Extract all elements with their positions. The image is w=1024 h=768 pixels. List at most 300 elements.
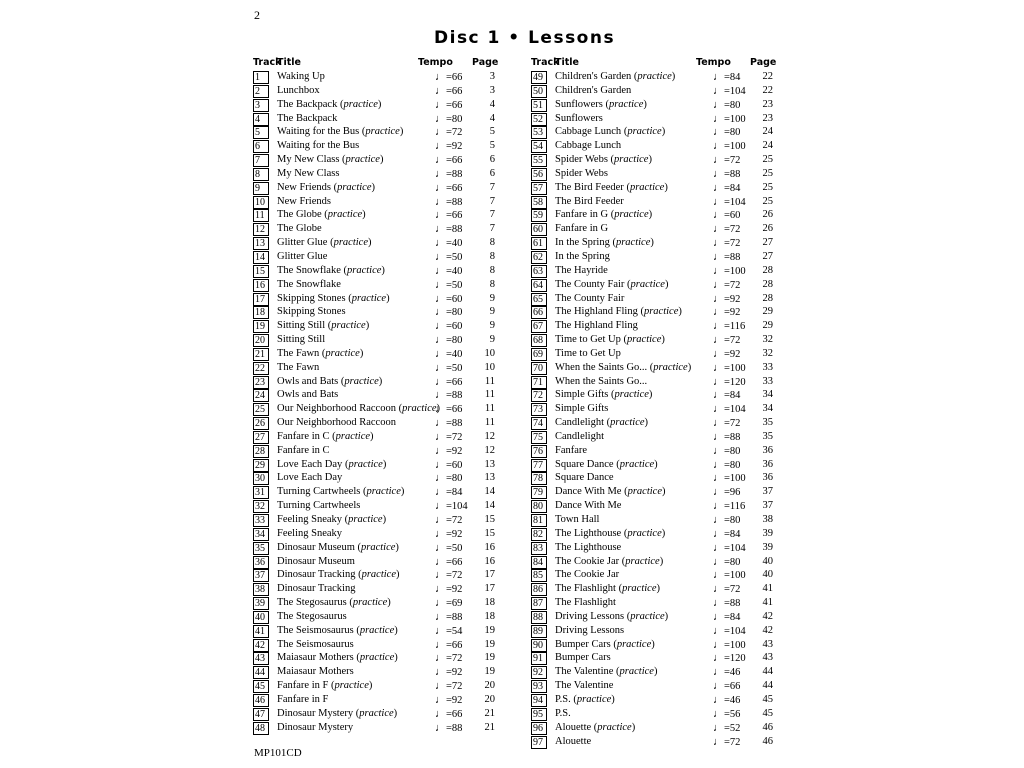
track-number: 72 <box>531 389 547 402</box>
track-tempo: ♩ =50 <box>435 362 462 374</box>
track-number: 21 <box>253 348 269 361</box>
track-page: 6 <box>489 167 495 179</box>
track-row <box>531 84 799 98</box>
track-title-text: When the Saints Go... <box>555 361 648 373</box>
track-number: 89 <box>531 625 547 638</box>
practice-label: practice <box>348 514 383 525</box>
track-number: 14 <box>253 251 269 264</box>
track-title-text: Waiting for the Bus <box>277 140 360 152</box>
track-page: 13 <box>484 472 495 484</box>
track-row <box>253 471 521 485</box>
track-number: 19 <box>253 320 269 333</box>
track-title-text: The Highland Fling <box>555 320 638 332</box>
track-title-text: The Cookie Jar <box>555 555 620 567</box>
track-number: 73 <box>531 403 547 416</box>
track-title-text: New Friends <box>277 181 331 193</box>
track-page: 27 <box>762 237 773 249</box>
track-row <box>253 638 521 652</box>
track-number: 59 <box>531 209 547 222</box>
track-row <box>253 388 521 402</box>
track-title-text: Time to Get Up <box>555 334 621 346</box>
track-title <box>277 666 354 677</box>
track-number: 29 <box>253 459 269 472</box>
track-title-text: Bumper Cars <box>555 638 611 650</box>
track-tempo: ♩ =92 <box>435 140 462 152</box>
track-number: 49 <box>531 71 547 84</box>
track-number: 52 <box>531 113 547 126</box>
track-number: 64 <box>531 279 547 292</box>
practice-label: practice <box>622 583 657 595</box>
track-title: Dinosaur Tracking (practice) <box>277 569 400 581</box>
track-row <box>253 236 521 250</box>
track-page: 25 <box>762 181 773 193</box>
track-number: 3 <box>253 99 269 112</box>
track-page: 22 <box>762 84 773 96</box>
track-tempo: ♩ =66 <box>435 556 462 568</box>
track-title: Simple Gifts (practice) <box>555 389 653 401</box>
track-title-text: The Fawn <box>277 347 320 359</box>
track-number: 31 <box>253 486 269 499</box>
track-number: 76 <box>531 445 547 458</box>
track-number: 4 <box>253 113 269 126</box>
track-page: 42 <box>762 624 773 636</box>
track-number: 34 <box>253 528 269 541</box>
track-row <box>531 361 799 375</box>
track-number: 38 <box>253 583 269 596</box>
track-title-text: Glitter Glue <box>277 237 328 249</box>
track-row <box>531 139 799 153</box>
track-page: 35 <box>762 417 773 429</box>
practice-label: practice <box>597 721 632 733</box>
track-tempo: ♩ =72 <box>713 237 740 249</box>
track-title: Waiting for the Bus (practice) <box>277 126 404 138</box>
track-tempo: ♩ =88 <box>435 722 462 734</box>
track-title-text: Glitter Glue <box>277 250 328 262</box>
track-number: 1 <box>253 71 269 84</box>
track-row <box>531 333 799 347</box>
track-row <box>531 485 799 499</box>
track-page: 19 <box>484 666 495 678</box>
track-tempo: ♩ =66 <box>435 708 462 720</box>
track-number: 43 <box>253 652 269 665</box>
track-number: 27 <box>253 431 269 444</box>
practice-label: practice <box>630 610 665 622</box>
track-number: 92 <box>531 666 547 679</box>
track-title-text: Alouette <box>555 735 592 747</box>
track-tempo: ♩ =104 <box>713 542 746 554</box>
practice-label: practice <box>627 126 662 138</box>
track-page: 15 <box>484 514 495 525</box>
track-number: 90 <box>531 639 547 652</box>
track-page: 9 <box>489 334 495 346</box>
practice-label: practice <box>345 154 380 166</box>
track-title-text: Sunflowers <box>555 98 603 110</box>
track-tempo: ♩ =72 <box>435 126 462 138</box>
track-tempo: ♩ =88 <box>713 597 740 609</box>
practice-label: practice <box>619 458 655 470</box>
practice-label: practice <box>402 403 437 415</box>
track-row <box>253 167 521 181</box>
practice-label: practice <box>629 181 665 193</box>
track-title: The Cookie Jar (practice) <box>555 555 664 567</box>
track-number: 36 <box>253 556 269 569</box>
track-title <box>555 500 621 511</box>
track-title <box>277 223 322 234</box>
track-number: 97 <box>531 736 547 749</box>
track-number: 33 <box>253 514 269 527</box>
track-row <box>531 679 799 693</box>
track-row <box>253 278 521 292</box>
track-tempo: ♩ =88 <box>435 417 462 429</box>
track-title <box>555 514 599 525</box>
practice-label: practice <box>359 624 395 636</box>
track-number: 51 <box>531 99 547 112</box>
track-title-text: Turning Cartwheels <box>277 500 361 512</box>
track-page: 9 <box>489 306 495 318</box>
track-title <box>555 625 624 636</box>
track-title-text: The Fawn <box>277 361 320 373</box>
track-number: 46 <box>253 694 269 707</box>
column-header <box>531 57 799 70</box>
track-title: Dinosaur Museum (practice) <box>277 541 399 553</box>
track-page: 17 <box>484 583 495 595</box>
track-row <box>253 375 521 389</box>
track-title: The Backpack (practice) <box>277 98 382 110</box>
track-row <box>531 292 799 306</box>
track-row <box>253 222 521 236</box>
track-title: The Lighthouse (practice) <box>555 527 666 539</box>
track-row <box>531 98 799 112</box>
track-page: 10 <box>484 347 495 359</box>
track-tempo: ♩ =72 <box>713 154 740 166</box>
track-row <box>531 555 799 569</box>
track-title <box>555 251 610 262</box>
track-title-text: The Valentine <box>555 666 614 678</box>
practice-label: practice <box>325 347 360 359</box>
track-row <box>531 624 799 638</box>
track-number: 15 <box>253 265 269 278</box>
header-track: Track <box>253 57 282 68</box>
track-number: 18 <box>253 306 269 319</box>
track-row <box>531 458 799 472</box>
track-number: 16 <box>253 279 269 292</box>
track-tempo: ♩ =52 <box>713 722 740 734</box>
track-tempo: ♩ =60 <box>713 209 740 221</box>
track-number: 86 <box>531 583 547 596</box>
track-title: Cabbage Lunch (practice) <box>555 126 666 138</box>
track-row <box>253 264 521 278</box>
track-tempo: ♩ =116 <box>713 500 745 512</box>
track-tempo: ♩ =80 <box>435 334 462 346</box>
track-row <box>531 651 799 665</box>
track-tempo: ♩ =72 <box>713 223 740 235</box>
track-title-text: Feeling Sneaky <box>277 514 343 525</box>
track-column-right <box>531 57 799 748</box>
track-title: The County Fair (practice) <box>555 278 669 290</box>
track-title-text: Simple Gifts <box>555 389 609 401</box>
track-row <box>253 665 521 679</box>
practice-label: practice <box>643 306 679 318</box>
track-row <box>253 416 521 430</box>
track-tempo: ♩ =40 <box>435 348 462 360</box>
track-page: 45 <box>762 707 773 719</box>
track-tempo: ♩ =92 <box>435 694 462 706</box>
track-tempo: ♩ =40 <box>435 237 462 249</box>
track-title-text: The Flashlight <box>555 597 616 609</box>
track-number: 96 <box>531 722 547 735</box>
track-title <box>555 736 591 747</box>
track-title-text: Dinosaur Tracking <box>277 569 356 581</box>
track-page: 26 <box>762 209 773 221</box>
track-title: Turning Cartwheels (practice) <box>277 486 405 498</box>
track-title <box>555 680 613 691</box>
track-title <box>277 251 327 262</box>
track-title: When the Saints Go... (practice) <box>555 361 692 373</box>
track-page: 27 <box>762 250 773 262</box>
track-page: 23 <box>762 112 773 124</box>
track-tempo: ♩ =96 <box>713 486 740 498</box>
track-number: 2 <box>253 85 269 98</box>
track-number: 28 <box>253 445 269 458</box>
track-title-text: Fanfare in F <box>277 680 329 692</box>
track-page: 37 <box>762 486 773 498</box>
track-page: 7 <box>489 209 495 221</box>
track-title-text: The Lighthouse <box>555 541 622 553</box>
track-tempo: ♩ =66 <box>435 85 462 97</box>
track-number: 20 <box>253 334 269 347</box>
track-title-text: The County Fair <box>555 292 625 304</box>
track-row <box>253 458 521 472</box>
track-page: 21 <box>484 721 495 733</box>
track-row <box>531 721 799 735</box>
practice-label: practice <box>359 707 394 719</box>
track-page: 45 <box>762 693 773 705</box>
practice-label: practice <box>337 181 372 193</box>
track-page: 36 <box>762 444 773 456</box>
track-number: 67 <box>531 320 547 333</box>
track-title <box>277 639 354 650</box>
catalog-code: MP101CD <box>254 747 302 759</box>
track-page: 38 <box>762 514 773 525</box>
track-tempo: ♩ =46 <box>713 694 740 706</box>
track-title <box>555 196 624 207</box>
track-number: 68 <box>531 334 547 347</box>
track-number: 53 <box>531 126 547 139</box>
track-number: 83 <box>531 542 547 555</box>
practice-label: practice <box>576 693 612 705</box>
track-page: 33 <box>762 375 773 387</box>
track-title <box>277 362 319 373</box>
track-tempo: ♩ =84 <box>713 611 740 623</box>
track-page: 32 <box>762 347 773 359</box>
track-title-text: The Lighthouse <box>555 527 622 539</box>
track-tempo: ♩ =84 <box>713 528 740 540</box>
track-title <box>555 445 587 456</box>
track-title <box>277 500 360 511</box>
track-title-text: The Snowflake <box>277 278 341 290</box>
track-row <box>531 735 799 749</box>
track-page: 46 <box>762 721 773 733</box>
track-number: 10 <box>253 196 269 209</box>
track-title <box>555 293 624 304</box>
track-page: 11 <box>484 389 495 401</box>
track-page: 15 <box>484 527 495 539</box>
track-tempo: ♩ =56 <box>713 708 740 720</box>
track-tempo: ♩ =66 <box>435 182 462 194</box>
header-track: Track <box>531 57 560 68</box>
track-title: Bumper Cars (practice) <box>555 638 655 650</box>
practice-label: practice <box>614 154 649 166</box>
track-number: 44 <box>253 666 269 679</box>
track-page: 20 <box>484 693 495 705</box>
track-row <box>531 153 799 167</box>
practice-label: practice <box>352 597 388 609</box>
track-tempo: ♩ =66 <box>713 680 740 692</box>
track-tempo: ♩ =88 <box>435 611 462 623</box>
track-title <box>555 569 619 580</box>
track-tempo: ♩ =40 <box>435 265 462 277</box>
track-title-text: P.S. <box>555 707 571 719</box>
track-title-text: Fanfare in C <box>277 444 330 456</box>
track-title-text: Fanfare in G <box>555 223 609 235</box>
track-number: 84 <box>531 556 547 569</box>
track-page: 42 <box>762 610 773 622</box>
track-page: 34 <box>762 389 773 401</box>
track-page: 33 <box>762 361 773 373</box>
track-list-left <box>253 70 521 735</box>
track-title: Sitting Still (practice) <box>277 320 370 332</box>
track-row <box>531 305 799 319</box>
track-page: 24 <box>762 140 773 152</box>
track-title-text: Sunflowers <box>555 112 603 124</box>
track-number: 56 <box>531 168 547 181</box>
track-number: 48 <box>253 722 269 735</box>
track-row <box>253 721 521 735</box>
track-title-text: Fanfare in C <box>277 430 330 442</box>
track-title <box>555 376 647 387</box>
track-title-text: The Stegosaurus <box>277 610 347 622</box>
track-page: 12 <box>484 430 495 442</box>
track-title <box>277 168 339 179</box>
track-tempo: ♩ =50 <box>435 251 462 263</box>
practice-label: practice <box>637 71 672 82</box>
track-page: 8 <box>489 250 495 262</box>
track-title-text: When the Saints Go... <box>555 375 648 387</box>
track-tempo: ♩ =66 <box>435 154 462 166</box>
track-title-text: Dance With Me <box>555 486 622 498</box>
track-page: 11 <box>484 375 495 387</box>
column-header <box>253 57 521 70</box>
track-title-text: Owls and Bats <box>277 389 339 401</box>
track-number: 57 <box>531 182 547 195</box>
track-title-text: Driving Lessons <box>555 624 625 636</box>
track-title-text: Spider Webs <box>555 167 608 179</box>
track-number: 88 <box>531 611 547 624</box>
track-tempo: ♩ =88 <box>435 168 462 180</box>
track-page: 37 <box>762 500 773 512</box>
track-number: 5 <box>253 126 269 139</box>
track-title-text: Dinosaur Mystery <box>277 707 354 719</box>
track-page: 6 <box>489 154 495 166</box>
track-title-text: Bumper Cars <box>555 652 611 664</box>
track-number: 65 <box>531 293 547 306</box>
track-row <box>253 679 521 693</box>
track-title: Glitter Glue (practice) <box>277 237 372 249</box>
track-title-text: The Backpack <box>277 98 338 110</box>
track-page: 17 <box>484 569 495 581</box>
track-page: 5 <box>489 126 495 138</box>
track-tempo: ♩ =84 <box>435 486 462 498</box>
track-title <box>277 445 330 456</box>
track-page: 25 <box>762 154 773 166</box>
track-page: 40 <box>762 569 773 581</box>
track-tempo: ♩ =60 <box>435 293 462 305</box>
practice-label: practice <box>616 638 652 650</box>
header-tempo: Tempo <box>418 57 453 68</box>
track-title-text: Candlelight <box>555 417 604 429</box>
track-tempo: ♩ =100 <box>713 569 746 581</box>
track-number: 54 <box>531 140 547 153</box>
track-title: Time to Get Up (practice) <box>555 334 665 346</box>
track-title <box>555 140 621 151</box>
track-tempo: ♩ =60 <box>435 459 462 471</box>
track-number: 35 <box>253 542 269 555</box>
track-page: 29 <box>762 306 773 318</box>
practice-label: practice <box>619 666 654 678</box>
track-title <box>555 168 608 179</box>
track-number: 24 <box>253 389 269 402</box>
track-title <box>277 694 328 705</box>
practice-label: practice <box>615 237 651 249</box>
track-title: The Globe (practice) <box>277 209 366 221</box>
track-title-text: Cabbage Lunch <box>555 140 622 152</box>
track-title: Feeling Sneaky (practice) <box>277 514 387 525</box>
track-row <box>531 596 799 610</box>
practice-label: practice <box>348 458 383 470</box>
track-title <box>555 113 603 124</box>
track-page: 46 <box>762 735 773 747</box>
track-title: The Snowflake (practice) <box>277 264 385 276</box>
track-tempo: ♩ =84 <box>713 182 740 194</box>
practice-label: practice <box>327 209 363 221</box>
track-row <box>253 319 521 333</box>
track-page: 5 <box>489 140 495 152</box>
track-title-text: Driving Lessons <box>555 610 625 622</box>
track-tempo: ♩ =54 <box>435 625 462 637</box>
track-tempo: ♩ =100 <box>713 140 746 152</box>
track-number: 32 <box>253 500 269 513</box>
track-page: 28 <box>762 278 773 290</box>
track-title-text: Time to Get Up <box>555 347 621 359</box>
track-tempo: ♩ =120 <box>713 652 746 664</box>
track-number: 37 <box>253 569 269 582</box>
practice-label: practice <box>343 98 378 110</box>
page-title: Disc 1 • Lessons <box>434 28 616 48</box>
header-title: Title <box>555 57 579 68</box>
track-tempo: ♩ =80 <box>713 556 740 568</box>
track-title: Alouette (practice) <box>555 721 636 733</box>
track-tempo: ♩ =88 <box>435 196 462 208</box>
track-title <box>277 306 346 317</box>
track-row <box>531 499 799 513</box>
track-page: 4 <box>489 112 495 124</box>
track-page: 21 <box>484 707 495 719</box>
track-tempo: ♩ =80 <box>713 459 740 471</box>
track-title: Children's Garden (practice) <box>555 71 676 82</box>
track-tempo: ♩ =50 <box>435 279 462 291</box>
track-tempo: ♩ =84 <box>713 71 740 83</box>
track-title-text: Love Each Day <box>277 472 343 484</box>
